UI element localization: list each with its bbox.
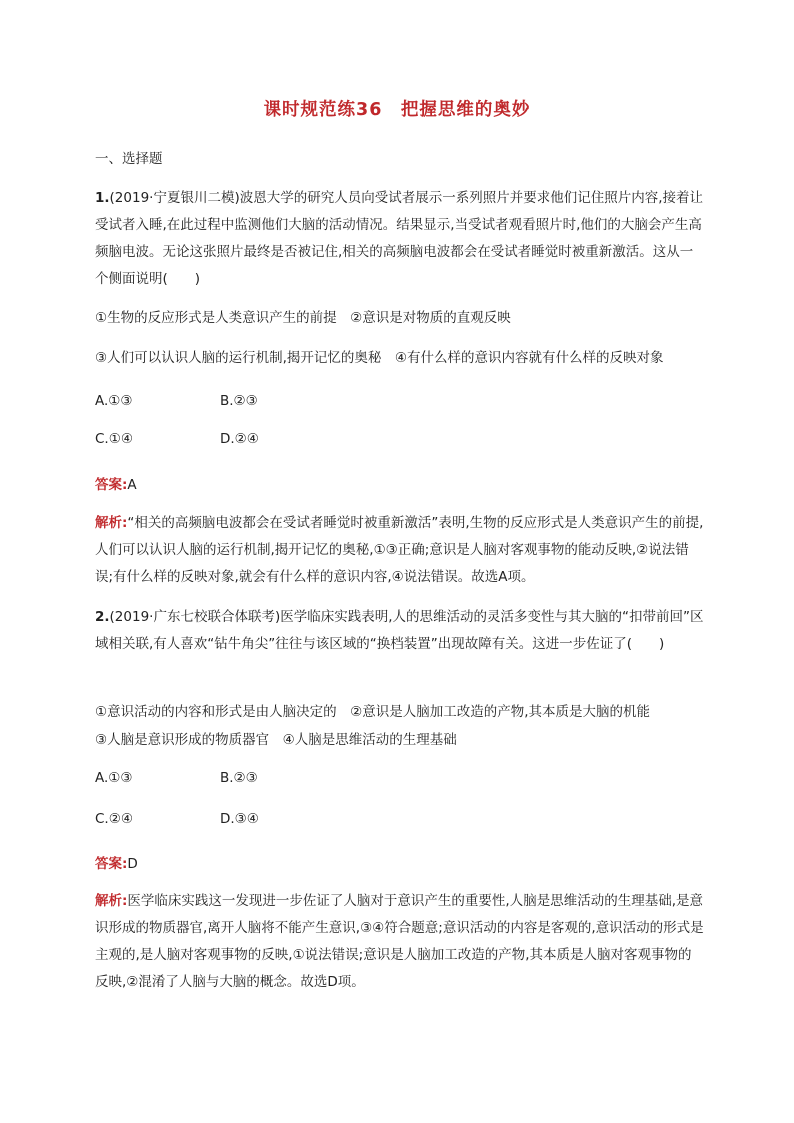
question-1-option-a: A.①③ [95,393,133,409]
question-1-statement-2: ③人们可以认识人脑的运行机制,揭开记忆的奥秘 ④有什么样的意识内容就有什么样的反映对象 [95,350,664,366]
analysis-label: 解析: [95,515,128,531]
question-2-stem [95,604,705,658]
question-1-answer [95,473,137,493]
answer-label: 答案: [95,477,128,493]
question-2-statements [95,698,705,754]
question-1-stem [95,185,705,293]
analysis-label: 解析: [95,893,128,909]
question-2-statement-2: ③人脑是意识形成的物质器官 ④人脑是思维活动的生理基础 [95,732,457,748]
page-title: 课时规范练36 把握思维的奥妙 [263,100,531,120]
question-2-answer [95,852,138,872]
answer-label: 答案: [95,856,128,872]
analysis-text: 医学临床实践这一发现进一步佐证了人脑对于意识产生的重要性,人脑是思维活动的生理基础,是意识形成的物质器官,离开人脑将不能产生意识,③④符合题意;意识活动的内容是客观的,意识活动的形式是主观的,是人脑对客观事物的反映,①说法错误;意识是人脑加工改造的产物,其本质是人脑对客观事物的反映,②混淆了人脑与大脑的概念。故选D项。 [95,893,704,990]
question-2-analysis [95,888,705,996]
question-1-option-c: C.①④ [95,431,133,447]
question-1-number: 1. [95,190,110,206]
answer-value: A [127,477,137,493]
question-1-option-d: D.②④ [220,431,259,447]
question-2-option-a: A.①③ [95,770,133,786]
answer-value: D [127,856,138,872]
question-1-statement-1: ①生物的反应形式是人类意识产生的前提 ②意识是对物质的直观反映 [95,310,511,326]
question-2-option-b: B.②③ [220,770,258,786]
question-2-option-d: D.③④ [220,811,259,827]
question-1-option-b: B.②③ [220,393,258,409]
question-1-text: (2019·宁夏银川二模)波恩大学的研究人员向受试者展示一系列照片并要求他们记住照片内容,接着让受试者入睡,在此过程中监测他们大脑的活动情况。结果显示,当受试者观看照片时,他们的大脑会产生高频脑电波。无论这张照片最终是否被记住,相关的高频脑电波都会在受试者睡觉时被重新激活。这从一个侧面说明( ) [95,190,704,287]
question-1-analysis [95,510,705,591]
question-2-number: 2. [95,609,110,625]
question-2-text: (2019·广东七校联合体联考)医学临床实践表明,人的思维活动的灵活多变性与其大脑的“扣带前回”区域相关联,有人喜欢“钻牛角尖”往往与该区域的“换档装置”出现故障有关。这进一步佐证了( ) [95,609,704,652]
question-2-option-c: C.②④ [95,811,133,827]
question-2-statement-1: ①意识活动的内容和形式是由人脑决定的 ②意识是人脑加工改造的产物,其本质是大脑的机能 [95,704,650,720]
analysis-text: “相关的高频脑电波都会在受试者睡觉时被重新激活”表明,生物的反应形式是人类意识产生的前提,人们可以认识人脑的运行机制,揭开记忆的奥秘,①③正确;意识是人脑对客观事物的能动反映,②说法错误;有什么样的反映对象,就会有什么样的意识内容,④说法错误。故选A项。 [95,515,704,585]
section-heading: 一、选择题 [95,151,163,167]
